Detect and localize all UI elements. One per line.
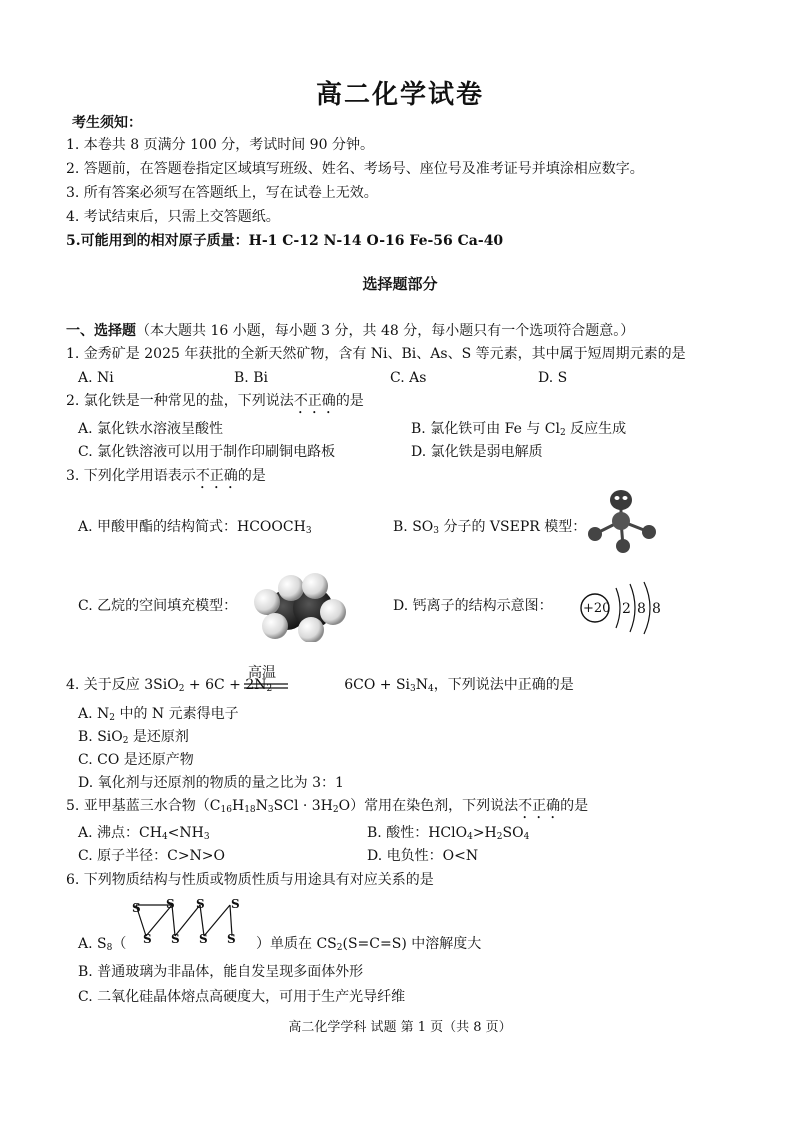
notice-heading: 考生须知： [72, 115, 142, 131]
q4-stem-post: ，下列说法中正确的是 [433, 677, 574, 693]
q4-a-pre: A. N [78, 706, 110, 722]
q6-a-part: ）单质在 CS [256, 936, 337, 952]
question-6-stem: 6. 下列物质结构与性质或物质性质与用途具有对应关系的是 [66, 872, 434, 888]
q2-stem-pre: 2. 氯化铁是一种常见的盐，下列说法 [66, 393, 294, 409]
question-1-stem: 1. 金秀矿是 2025 年获批的全新天然矿物，含有 Ni、Bi、As、S 等元素，其中属于短周期元素的是 [66, 346, 686, 362]
s8-atom-label: S [231, 897, 240, 911]
q5-a-sub: 4 [161, 832, 168, 842]
q5-b-part: SO [502, 825, 524, 841]
part-heading [66, 322, 634, 340]
q1-option-a: A. Ni [78, 370, 114, 386]
q5-formula-sub: 18 [244, 805, 256, 815]
s8-atom-label: S [166, 897, 175, 911]
ion-shell-3: 8 [652, 601, 661, 617]
q5-formula-part: N [255, 798, 268, 814]
s8-atom-label: S [171, 932, 180, 946]
q3-b-sub: 3 [433, 526, 439, 536]
q3-stem-post: 的是 [237, 468, 266, 484]
q5-stem-post: 的是 [560, 798, 589, 814]
q5-b-part: B. 酸性：HClO [367, 825, 468, 841]
q4-b-sub: 2 [122, 736, 129, 746]
q6-option-a-pre [78, 935, 126, 957]
q4-option-d: D. 氧化剂与还原剂的物质的量之比为 3：1 [78, 775, 344, 791]
q5-option-b [367, 824, 529, 846]
q4-option-c: C. CO 是还原产物 [78, 752, 194, 768]
q4-a-post: 中的 N 元素得电子 [115, 706, 239, 722]
q5-formula-sub: 3 [267, 805, 274, 815]
q5-a-sub: 3 [203, 832, 210, 842]
part-heading-label: 一、选择题 [66, 323, 136, 339]
q4-reaction-condition: 高温 [248, 665, 276, 681]
q2-b-sub: 2 [559, 428, 566, 438]
q6-option-b: B. 普通玻璃为非晶体，能自发呈现多面体外形 [78, 964, 364, 980]
q2-stem-post: 的是 [335, 393, 364, 409]
question-3-stem [66, 467, 266, 492]
s8-atom-label: S [227, 932, 236, 946]
q3-stem-pre: 3. 下列化学用语表示 [66, 468, 196, 484]
s8-atom-label: S [132, 901, 141, 915]
q5-stem-pre: 5. 亚甲基蓝三水合物（C [66, 798, 221, 814]
q4-b-post: 是还原剂 [128, 729, 189, 745]
q5-formula-sub: 16 [220, 805, 232, 815]
q4-stem-mid1: + 6C + 2N [184, 677, 267, 693]
q2-option-d: D. 氯化铁是弱电解质 [411, 444, 543, 460]
ion-shell-1: 2 [622, 601, 631, 617]
q5-a-part: <NH [167, 825, 204, 841]
q3-option-a [78, 518, 312, 540]
s8-atom-label: S [196, 897, 205, 911]
q5-b-sub: 4 [467, 832, 473, 842]
question-2-stem [66, 392, 364, 417]
q5-formula-part: H [231, 798, 245, 814]
q5-option-d: D. 电负性：O<N [367, 848, 479, 864]
q5-option-a [78, 824, 210, 846]
q4-stem-pre: 4. 关于反应 3SiO [66, 677, 179, 693]
q2-stem-emphasis: 不正确 [293, 393, 336, 409]
s8-atom-label: S [199, 932, 208, 946]
notice-item: 5.可能用到的相对原子质量：H-1 C-12 N-14 O-16 Fe-56 Ca-40 [66, 233, 504, 249]
q6-a-part: (S=C=S) 中溶解度大 [342, 936, 482, 952]
q3-stem-emphasis: 不正确 [195, 468, 238, 484]
q3-a-sub: 3 [305, 526, 312, 536]
q1-option-d: D. S [538, 370, 568, 386]
so3-vsepr-model-image [583, 488, 663, 558]
q4-stem-mid2: 6CO + Si [344, 677, 411, 693]
q6-a-paren: （ [112, 936, 127, 952]
q6-a-sub: 2 [336, 943, 343, 953]
question-4-stem: 4. 关于反应 $3SiO_2 + 6C + 2N_2$ $6CO + Si_3N_4$，下列说法中正确的是 [66, 677, 574, 694]
q4-option-a [78, 705, 239, 727]
q4-sub-a: 2 [178, 684, 185, 694]
q5-option-c: C. 原子半径：C>N>O [78, 848, 226, 864]
reaction-equals-sign [244, 682, 288, 690]
q2-b-pre: B. 氯化铁可由 Fe 与 Cl [411, 421, 560, 437]
q1-option-b: B. Bi [234, 370, 268, 386]
q2-option-a: A. 氯化铁水溶液呈酸性 [78, 421, 224, 437]
ion-shell-2: 8 [637, 601, 646, 617]
q5-a-part: A. 沸点：CH [78, 825, 162, 841]
q6-option-c: C. 二氧化硅晶体熔点高硬度大，可用于生产光导纤维 [78, 989, 406, 1005]
q2-option-c: C. 氯化铁溶液可以用于制作印刷铜电路板 [78, 444, 336, 460]
q4-b-pre: B. SiO [78, 729, 123, 745]
ion-core-charge: +20 [583, 601, 611, 616]
q6-a-sub: 8 [106, 943, 113, 953]
part-heading-rest: （本大题共 16 小题，每小题 3 分，共 48 分，每小题只有一个选项符合题意。） [136, 323, 635, 339]
q3-b-pre: B. SO [393, 519, 434, 535]
q4-sub-b: 2 [266, 684, 273, 694]
q5-formula-sub: 2 [332, 805, 339, 815]
q3-option-b [393, 518, 586, 540]
q5-b-part: >H [472, 825, 497, 841]
q5-formula-part: SCl · 3H [273, 798, 333, 814]
page-footer: 高二化学学科 试题 第 1 页（共 8 页） [288, 1020, 512, 1035]
notice-item: 1. 本卷共 8 页满分 100 分，考试时间 90 分钟。 [66, 137, 374, 153]
s8-atom-label: S [143, 932, 152, 946]
notice-item: 2. 答题前，在答题卷指定区域填写班级、姓名、考场号、座位号及准考证号并填涂相应数字。 [66, 161, 644, 177]
q2-b-post: 反应生成 [565, 421, 627, 437]
q5-formula-part: O）常用在染色剂，下列说法 [338, 798, 519, 814]
q4-option-b [78, 728, 189, 750]
notice-item: 4. 考试结束后，只需上交答题纸。 [66, 209, 280, 225]
q4-sub-si: 3 [410, 684, 416, 694]
q3-option-d: D. 钙离子的结构示意图： [393, 598, 553, 614]
q5-b-sub: 4 [523, 832, 530, 842]
page-title: 高二化学试卷 [315, 80, 484, 110]
q6-option-a-post [256, 935, 481, 957]
q1-option-c: C. As [390, 370, 427, 386]
q4-sub-n: 4 [428, 684, 434, 694]
section-title: 选择题部分 [362, 275, 438, 293]
q3-option-c: C. 乙烷的空间填充模型： [78, 598, 238, 614]
q3-a-pre: A. 甲酸甲酯的结构简式：HCOOCH [78, 519, 306, 535]
q6-a-part: A. S [78, 936, 107, 952]
ethane-space-filling-model-image [253, 572, 349, 642]
q2-option-b [411, 420, 626, 442]
q5-b-sub: 2 [496, 832, 503, 842]
notice-item: 3. 所有答案必须写在答题纸上，写在试卷上无效。 [66, 185, 378, 201]
q4-a-sub: 2 [109, 713, 115, 723]
q5-stem-emphasis: 不正确 [518, 798, 561, 814]
question-5-stem [66, 797, 588, 822]
q3-b-post: 分子的 VSEPR 模型： [439, 519, 587, 535]
